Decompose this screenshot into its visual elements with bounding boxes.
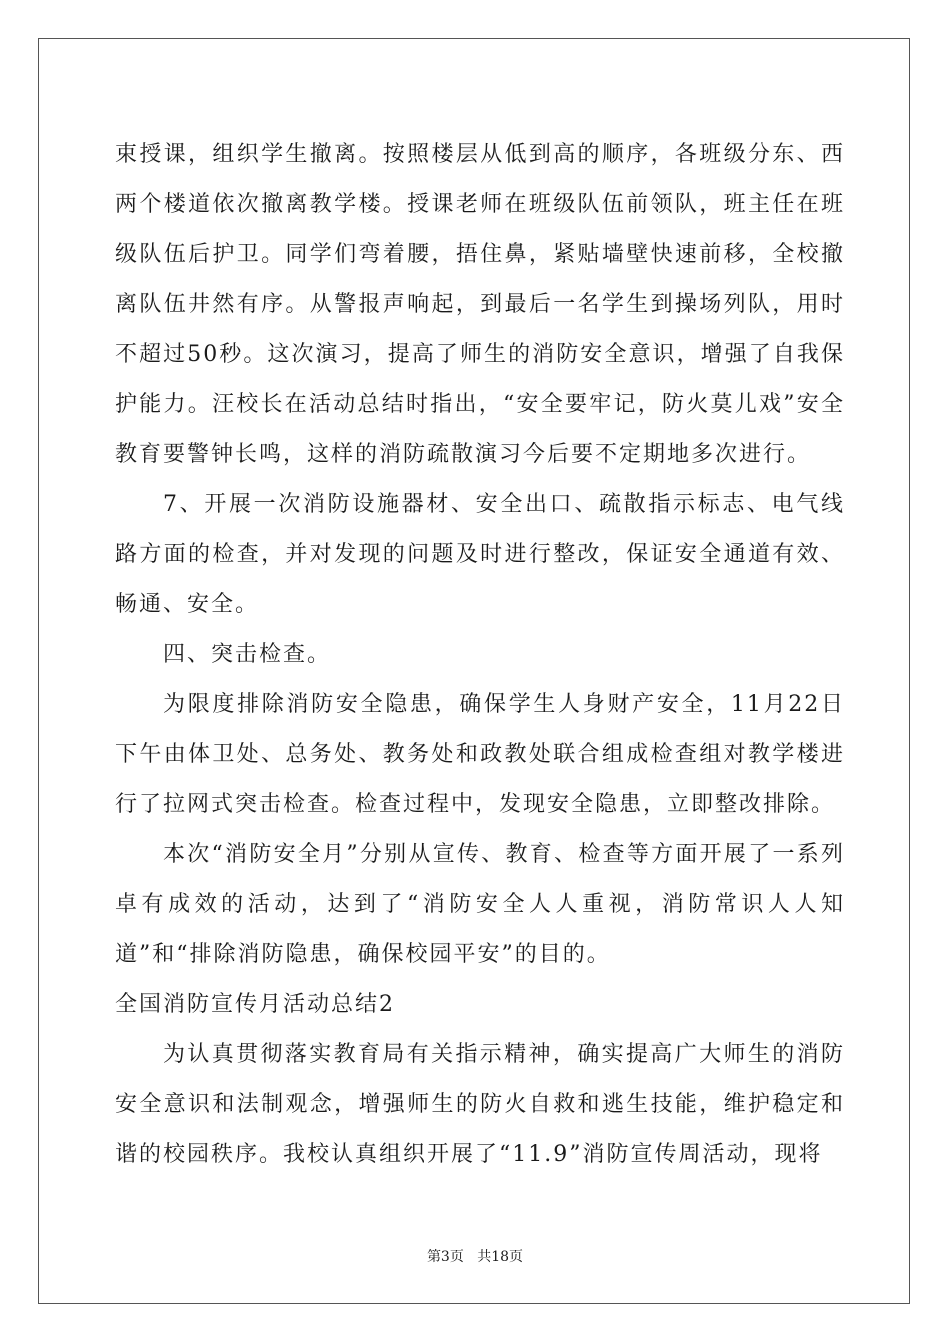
paragraph-continued: 束授课，组织学生撤离。按照楼层从低到高的顺序，各班级分东、西两个楼道依次撤离教学楼。授课老师在班级队伍前领队，班主任在班级队伍后护卫。同学们弯着腰，捂住鼻，紧贴墙壁快速前移，全校撤离队伍井然有序。从警报声响起，到最后一名学生到操场列队，用时不超过50秒。这次演习，提高了师生的消防安全意识，增强了自我保护能力。汪校长在活动总结时指出，“安全要牢记，防火莫儿戏”安全教育要警钟长鸣，这样的消防疏散演习今后要不定期地多次进行。: [115, 142, 845, 467]
section-heading-4: 四、突击检查。: [163, 642, 332, 667]
article-title-2: 全国消防宣传月活动总结2: [115, 992, 395, 1017]
document-body: [115, 130, 845, 1180]
paragraph-item-7: 7、开展一次消防设施器材、安全出口、疏散指示标志、电气线路方面的检查，并对发现的问题及时进行整改，保证安全通道有效、畅通、安全。: [115, 492, 845, 617]
page-total: 共18页: [477, 1249, 524, 1265]
page-footer: [0, 1246, 950, 1266]
paragraph-intro-2: 为认真贯彻落实教育局有关指示精神，确实提高广大师生的消防安全意识和法制观念，增强师生的防火自救和逃生技能，维护稳定和谐的校园秩序。我校认真组织开展了“11.9”消防宣传周活动，现将: [115, 1042, 845, 1167]
paragraph-inspection: 为限度排除消防安全隐患，确保学生人身财产安全，11月22日下午由体卫处、总务处、教务处和政教处联合组成检查组对教学楼进行了拉网式突击检查。检查过程中，发现安全隐患，立即整改排除。: [115, 692, 845, 817]
page-number: 第3页: [426, 1249, 464, 1265]
paragraph-summary: 本次“消防安全月”分别从宣传、教育、检查等方面开展了一系列卓有成效的活动，达到了“消防安全人人重视，消防常识人人知道”和“排除消防隐患，确保校园平安”的目的。: [115, 842, 845, 967]
